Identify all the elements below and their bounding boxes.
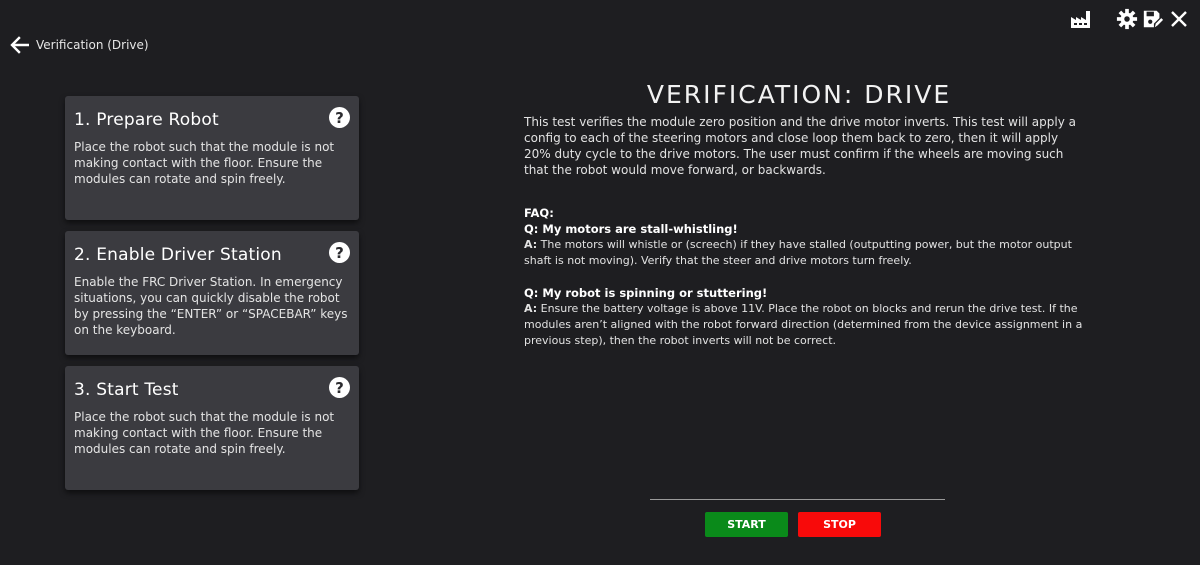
step-card-enable-driver-station [65, 231, 359, 355]
faq-answer [524, 237, 1084, 269]
step-title: 2. Enable Driver Station [74, 245, 282, 265]
test-description: This test verifies the module zero position and the drive motor inverts. This test will apply a config to each of the steering motors and close loop them back to zero, then it will apply 20% duty cycle to the drive motors. The user must confirm if the wheels are moving such that the robot would move forward, or backwards. [524, 115, 1076, 177]
faq-label: FAQ: [524, 206, 554, 220]
start-button[interactable]: START [705, 512, 788, 537]
faq-answer-text: The motors will whistle or (screech) if they have stalled (outputting power, but the motor output shaft is not moving). Verify that the steer and drive motors turn freely. [524, 238, 1072, 267]
faq-question: Q: My motors are stall-whistling! [524, 222, 738, 236]
window-toolbar [1068, 6, 1192, 32]
back-arrow-icon [10, 36, 30, 54]
stop-button[interactable]: STOP [798, 512, 881, 537]
gear-icon[interactable] [1114, 6, 1140, 32]
step-title: 1. Prepare Robot [74, 110, 219, 130]
step-title: 3. Start Test [74, 380, 179, 400]
step-description: Place the robot such that the module is not making contact with the floor. Ensure the modules can rotate and spin freely. [74, 140, 335, 186]
divider [650, 499, 945, 500]
save-edit-icon[interactable] [1140, 6, 1166, 32]
step-description: Enable the FRC Driver Station. In emergency situations, you can quickly disable the robot by pressing the “ENTER” or “SPACEBAR” keys on the keyboard. [74, 275, 348, 337]
close-icon[interactable] [1166, 6, 1192, 32]
faq-answer-prefix: A: [524, 238, 538, 251]
page-title: VERIFICATION: DRIVE [646, 80, 952, 109]
help-icon[interactable]: ? [329, 377, 350, 398]
faq-answer-text: Ensure the battery voltage is above 11V. Place the robot on blocks and rerun the drive test. If the modules aren’t aligned with the robot forward direction (determined from the device assignment in a previous step), then the robot inverts will not be correct. [524, 302, 1083, 347]
step-description: Place the robot such that the module is not making contact with the floor. Ensure the modules can rotate and spin freely. [74, 410, 335, 456]
help-icon[interactable]: ? [329, 242, 350, 263]
step-card-prepare-robot [65, 96, 359, 220]
faq-section [524, 205, 1084, 349]
step-card-start-test [65, 366, 359, 490]
help-icon[interactable]: ? [329, 107, 350, 128]
faq-answer [524, 301, 1084, 349]
back-label: Verification (Drive) [36, 38, 149, 52]
faq-answer-prefix: A: [524, 302, 538, 315]
factory-icon[interactable] [1068, 6, 1094, 32]
back-button[interactable] [10, 36, 149, 54]
faq-question: Q: My robot is spinning or stuttering! [524, 286, 768, 300]
